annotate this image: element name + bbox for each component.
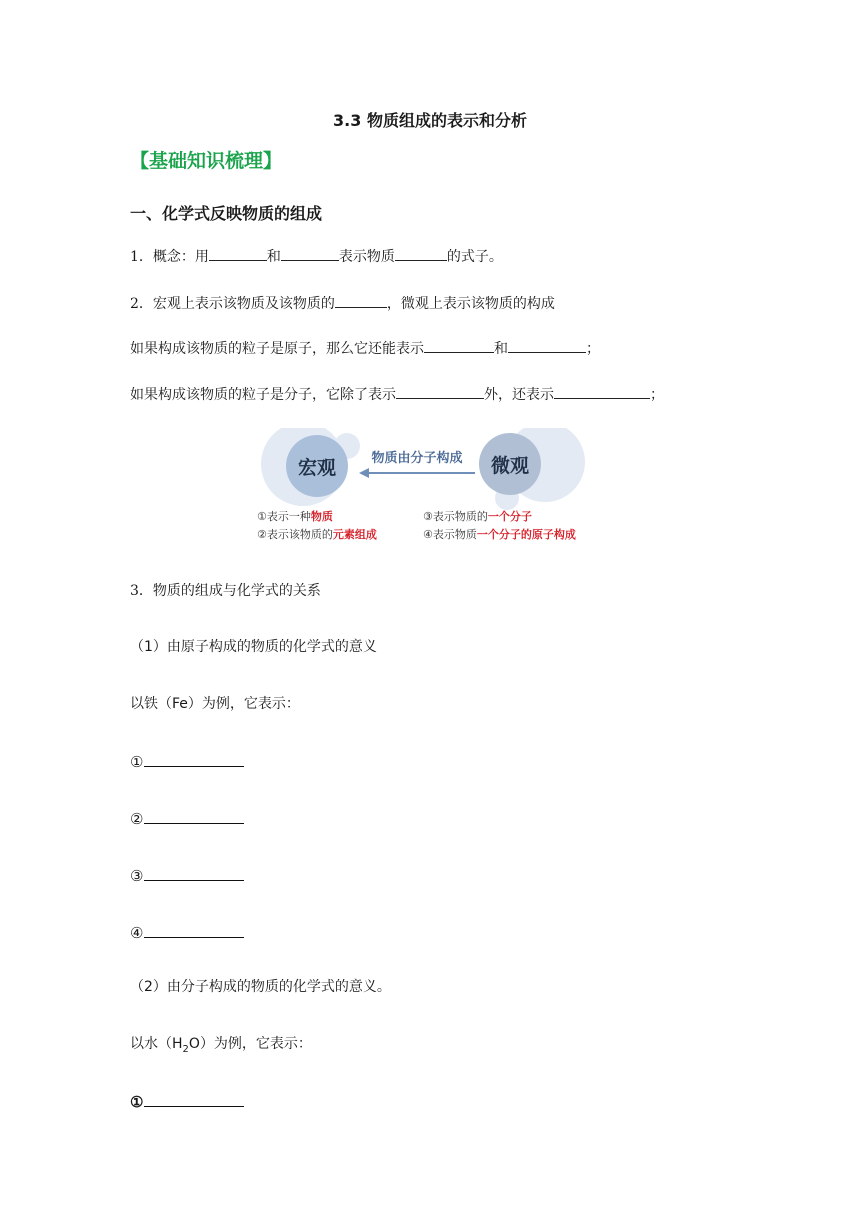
micro-note-3: ③表示物质的一个分子 <box>423 510 532 523</box>
iron-answer-2: ② <box>130 808 244 828</box>
blank[interactable] <box>508 338 586 353</box>
macro-micro-diagram <box>255 428 605 548</box>
iron-answer-3: ③ <box>130 865 244 885</box>
arrow-left-icon <box>359 468 475 478</box>
iron-answer-4: ④ <box>130 922 244 942</box>
blank[interactable] <box>209 246 267 261</box>
sub-1-atom-formula: （1）由原子构成的物质的化学式的意义 <box>130 639 377 655</box>
micro-label: 微观 <box>490 455 530 477</box>
line-atom: 如果构成该物质的粒子是原子，那么它还能表示 和 ； <box>130 338 600 358</box>
item-3-relation: 3．物质的组成与化学式的关系 <box>130 583 321 599</box>
blank[interactable] <box>554 384 650 399</box>
blank[interactable] <box>281 246 339 261</box>
answer-line[interactable] <box>144 751 244 767</box>
arrow-label: 物质由分子构成 <box>371 451 463 466</box>
macro-note-2: ②表示该物质的元素组成 <box>257 528 377 541</box>
blank[interactable] <box>424 338 494 353</box>
iron-example: 以铁（Fe）为例，它表示： <box>130 696 300 712</box>
iron-answer-1: ① <box>130 751 244 771</box>
macro-note-1: ①表示一种物质 <box>257 510 333 523</box>
item-2-meaning: 2．宏观上表示该物质及该物质的 ，微观上表示该物质的构成 <box>130 293 555 313</box>
blank[interactable] <box>335 293 387 308</box>
item-1-concept: 1．概念：用 和 表示物质 的式子。 <box>130 246 503 266</box>
blank[interactable] <box>395 246 447 261</box>
page-title: 3.3 物质组成的表示和分析 <box>333 111 527 130</box>
micro-note-4: ④表示物质一个分子的原子构成 <box>423 528 576 541</box>
answer-line[interactable] <box>144 922 244 938</box>
section-heading: 【基础知识梳理】 <box>130 150 283 172</box>
water-example: 以水$(H_2O)$为例，它表示： <box>130 1036 312 1055</box>
heading-formula-composition: 一、化学式反映物质的组成 <box>130 204 323 223</box>
answer-line[interactable] <box>144 865 244 881</box>
macro-label: 宏观 <box>297 457 337 479</box>
water-answer-1: ① <box>130 1091 244 1111</box>
blank[interactable] <box>396 384 484 399</box>
line-molecule: 如果构成该物质的粒子是分子，它除了表示 外，还表示 ； <box>130 384 664 404</box>
answer-line[interactable] <box>144 808 244 824</box>
answer-line[interactable] <box>144 1091 244 1107</box>
water-formula: $H_2O$ <box>172 1036 200 1055</box>
sub-2-molecule-formula: （2）由分子构成的物质的化学式的意义。 <box>130 979 391 995</box>
